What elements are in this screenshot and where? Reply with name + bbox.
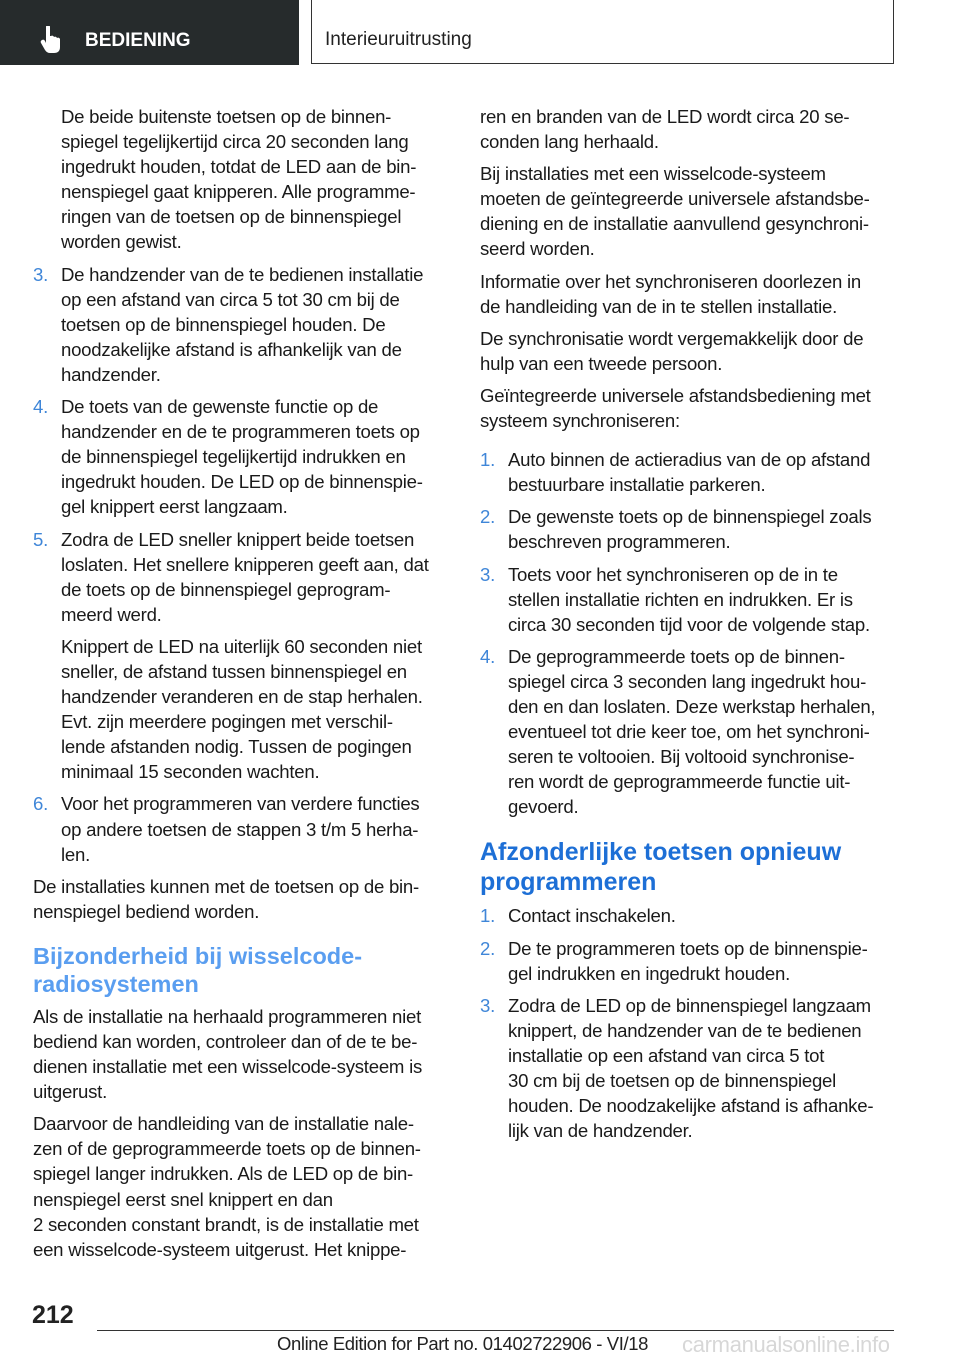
- step-number: 1.: [480, 449, 496, 471]
- paragraph: Als de installatie na herhaald programmeren niet bediend kan worden, controleer dan of de te be- dienen installatie met een wisselcode-systeem is uitgerust.: [33, 1005, 422, 1103]
- list-item: [480, 447, 900, 497]
- list-item: [480, 644, 900, 820]
- step-text: De geprogrammeerde toets op de binnen- spiegel circa 3 seconden lang ingedrukt hou- den en dan loslaten. Deze werkstap herhalen, eventueel tot drie keer toe, om het synchroni- seren te voltooien. Bij voltooid synchronise- ren wordt de geprogrammeerde functie uit- gevoerd.: [508, 645, 876, 818]
- watermark: carmanualsonline.info: [682, 1332, 890, 1357]
- step-number: 3.: [480, 994, 496, 1016]
- step-text: De te programmeren toets op de binnenspie- gel indrukken en ingedrukt houden.: [508, 937, 868, 984]
- paragraph: Informatie over het synchroniseren doorlezen in de handleiding van de in te stellen installatie.: [480, 270, 861, 317]
- list-item: [480, 504, 900, 554]
- paragraph: ren en branden van de LED wordt circa 20 se- conden lang herhaald.: [480, 106, 850, 153]
- list-item: [33, 527, 453, 627]
- left-column: [33, 104, 453, 1269]
- paragraph: De installaties kunnen met de toetsen op de bin- nenspiegel bediend worden.: [33, 875, 419, 922]
- list-item: [33, 394, 453, 519]
- paragraph: Bij installaties met een wisselcode-systeem moeten de geïntegreerde universele afstandsbe- diening en de installatie aanvullend gesynchroni- seerd worden.: [480, 163, 870, 260]
- step-number: 2.: [480, 506, 496, 528]
- step-number: 5.: [33, 528, 49, 550]
- step-number: 3.: [480, 563, 496, 585]
- list-item: [480, 562, 900, 637]
- step-number: 3.: [33, 263, 49, 285]
- paragraph: De synchronisatie wordt vergemakkelijk door de hulp van een tweede persoon.: [480, 327, 864, 374]
- step-number: 1.: [480, 905, 496, 927]
- paragraph: Geïntegreerde universele afstandsbediening met systeem synchroniseren:: [480, 384, 871, 432]
- paragraph: De beide buitenste toetsen op de binnen- spiegel tegelijkertijd circa 20 seconden lang ingedrukt houden, totdat de LED aan de bin- nenspiegel gaat knipperen. Alle programme- ringen van de toetsen op de binnenspiegel worden gewist.: [61, 106, 417, 253]
- step-text: Voor het programmeren van verdere functies op andere toetsen de stappen 3 t/m 5 herha- len.: [61, 793, 420, 865]
- list-item: [480, 936, 900, 986]
- footer-divider: [97, 1330, 894, 1331]
- step-text: De toets van de gewenste functie op de handzender en de te programmeren toets op de binnenspiegel tegelijkertijd indrukken en ingedrukt houden. De LED op de binnenspie- gel knippert eerst langzaam.: [61, 396, 423, 518]
- step-text: Auto binnen de actieradius van de op afstand bestuurbare installatie parkeren.: [508, 449, 871, 496]
- step-text: De handzender van de te bedienen installatie op een afstand van circa 5 tot 30 cm bij de toetsen op de binnenspiegel houden. De noodzakelijke afstand is afhankelijk van de handzender.: [61, 263, 424, 385]
- right-column: [480, 104, 900, 1150]
- step-number: 4.: [33, 396, 49, 418]
- step-text: Zodra de LED sneller knippert beide toetsen loslaten. Het snellere knipperen geeft aan, dat de toets op de binnenspiegel geprogram- meerd werd.: [61, 528, 429, 625]
- edition-text: Online Edition for Part no. 01402722906 - VI/18: [277, 1333, 648, 1354]
- page-number: 212: [32, 1301, 74, 1329]
- list-item: [480, 993, 900, 1144]
- step-number: 4.: [480, 645, 496, 667]
- paragraph: Daarvoor de handleiding van de installatie nale- zen of de geprogrammeerde toets op de binnen- spiegel langer indrukken. Als de LED op de bin- nenspiegel eerst snel knippert en dan 2 seconden constant brandt, is de installatie met een wisselcode-systeem uitgerust. Het knippe-: [33, 1113, 421, 1260]
- chapter-title: Interieuruitrusting: [325, 29, 472, 50]
- step-number: 2.: [480, 937, 496, 959]
- chapter-box: [311, 0, 894, 64]
- note-paragraph: Knippert de LED na uiterlijk 60 seconden niet sneller, de afstand tussen binnenspiegel en handzender veranderen en de stap herhalen. Evt. zijn meerdere pogingen met verschil- lende afstanden nodig. Tussen de pogingen minimaal 15 seconden wachten.: [61, 635, 423, 783]
- section-heading: Afzonderlijke toetsen opnieuw programmeren: [480, 838, 842, 897]
- list-item: [33, 791, 453, 866]
- step-text: De gewenste toets op de binnenspiegel zoals beschreven programmeren.: [508, 506, 872, 553]
- step-number: 6.: [33, 793, 49, 815]
- step-text: Zodra de LED op de binnenspiegel langzaam knippert, de handzender van de te bedienen installatie op een afstand van circa 5 tot 30 cm bij de toetsen op de binnenspiegel houden. De noodzakelijke afstand is afhanke- lijk van de handzender.: [508, 994, 874, 1142]
- step-text: Contact inschakelen.: [508, 905, 676, 927]
- step-text: Toets voor het synchroniseren op de in te stellen installatie richten en indrukken. Er is circa 30 seconden tijd voor de volgende stap.: [508, 563, 870, 635]
- list-item: [33, 262, 453, 387]
- section-tab: [0, 0, 299, 65]
- hand-pointer-icon: [40, 26, 66, 54]
- section-heading: Bijzonderheid bij wisselcode- radiosystemen: [33, 942, 363, 997]
- list-item: [480, 903, 900, 928]
- section-title: BEDIENING: [85, 30, 191, 51]
